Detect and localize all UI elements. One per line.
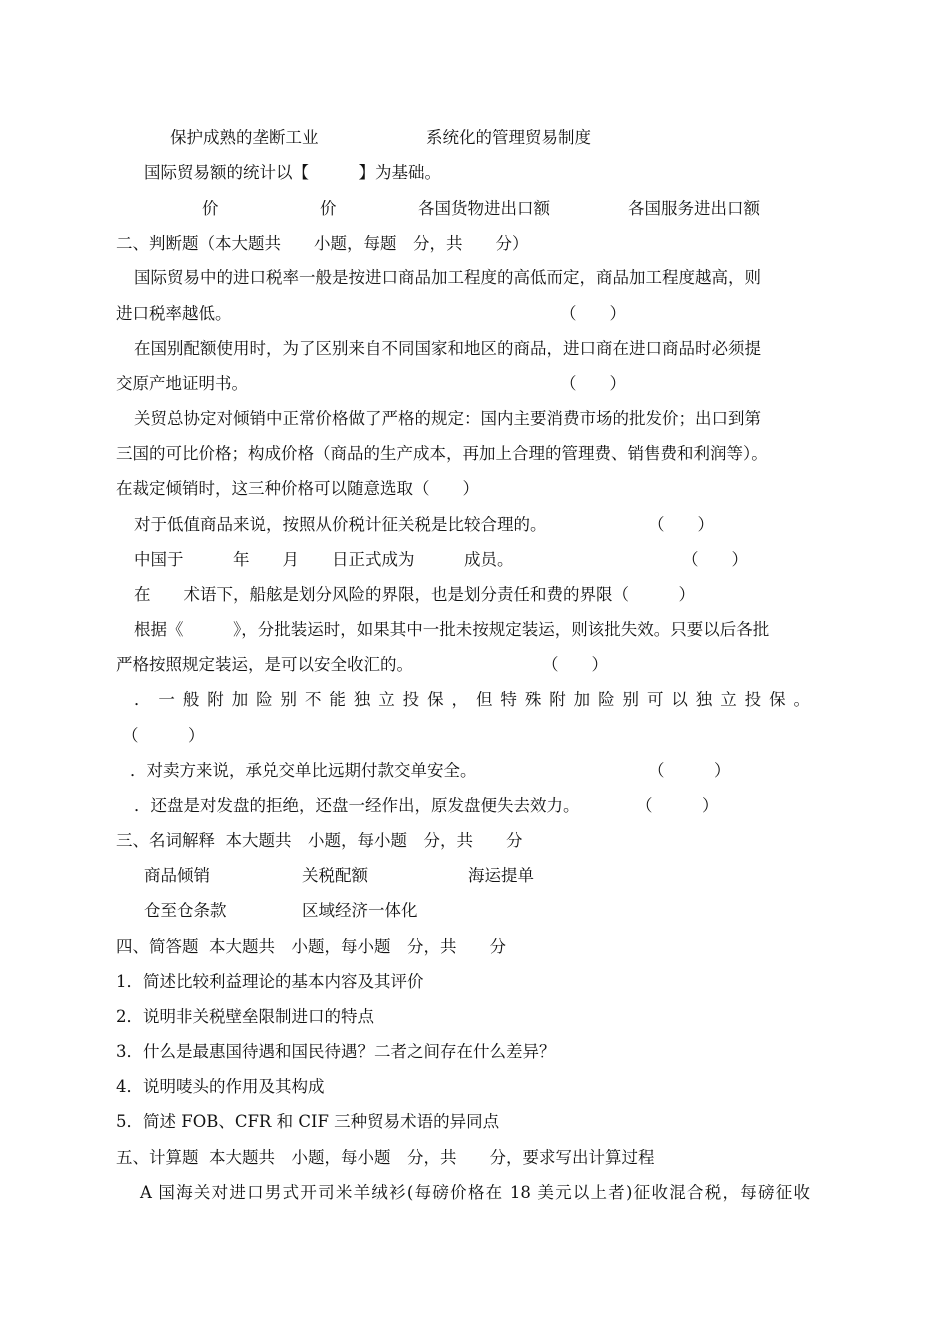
judgment-item-8-line-2: （ ） <box>122 726 205 745</box>
judgment-item-3-line-2: 三国的可比价格；构成价格（商品的生产成本，再加上合理的管理费、销售费和利润等）。 <box>116 444 768 463</box>
term-item: 仓至仓条款 <box>144 901 227 920</box>
judgment-item-7-line-2: 严格按照规定装运，是可以安全收汇的。 <box>116 655 413 674</box>
term-item: 区域经济一体化 <box>302 901 418 920</box>
section-heading-true-false: 二、判断题（本大题共 小题，每题 分，共 分） <box>116 234 529 253</box>
short-answer-question: 1．简述比较利益理论的基本内容及其评价 <box>116 972 424 991</box>
section-heading-short-answer: 四、简答题 本大题共 小题，每小题 分，共 分 <box>116 937 506 956</box>
short-answer-question: 2．说明非关税壁垒限制进口的特点 <box>116 1007 374 1026</box>
answer-parentheses: （ ） <box>542 655 608 674</box>
answer-parentheses: （ ） <box>560 374 626 393</box>
question-stem: 国际贸易额的统计以【 】为基础。 <box>144 163 441 182</box>
section-heading-calculation: 五、计算题 本大题共 小题，每小题 分，共 分，要求写出计算过程 <box>116 1148 655 1167</box>
answer-parentheses: （ ） <box>648 761 731 780</box>
term-item: 商品倾销 <box>144 866 210 885</box>
judgment-item-7-line-1: 根据《 》，分批装运时，如果其中一批未按规定装运，则该批失效。只要以后各批 <box>134 620 770 639</box>
short-answer-question: 4．说明唛头的作用及其构成 <box>116 1077 325 1096</box>
term-item: 海运提单 <box>468 866 534 885</box>
judgment-item-2-line-2: 交原产地证明书。 <box>116 374 248 393</box>
answer-parentheses: （ ） <box>636 796 719 815</box>
term-item: 关税配额 <box>302 866 368 885</box>
answer-parentheses: （ ） <box>648 515 714 534</box>
choice-option-d: 系统化的管理贸易制度 <box>426 128 591 147</box>
judgment-item-1-line-2: 进口税率越低。 <box>116 304 232 323</box>
choice-option-b: 价 <box>320 199 337 218</box>
judgment-item-8-line-1: ．一般附加险别不能独立投保，但特殊附加险别可以独立投保。 <box>134 690 810 709</box>
choice-option-c: 各国货物进出口额 <box>418 199 550 218</box>
section-heading-terms: 三、名词解释 本大题共 小题，每小题 分，共 分 <box>116 831 523 850</box>
answer-parentheses: （ ） <box>560 304 626 323</box>
calculation-problem-line-1: A 国海关对进口男式开司米羊绒衫(每磅价格在 18 美元以上者)征收混合税，每磅征收 <box>140 1183 810 1202</box>
judgment-item-2-line-1: 在国别配额使用时，为了区别来自不同国家和地区的商品，进口商在进口商品时必须提 <box>134 339 761 358</box>
short-answer-question: 3．什么是最惠国待遇和国民待遇？二者之间存在什么差异？ <box>116 1042 556 1061</box>
choice-option-d: 各国服务进出口额 <box>628 199 760 218</box>
judgment-item-6: 在 术语下，船舷是划分风险的界限，也是划分责任和费的界限（ ） <box>134 585 695 604</box>
choice-option-a: 价 <box>202 199 219 218</box>
answer-parentheses: （ ） <box>682 550 748 569</box>
choice-option-c: 保护成熟的垄断工业 <box>170 128 319 147</box>
judgment-item-1-line-1: 国际贸易中的进口税率一般是按进口商品加工程度的高低而定，商品加工程度越高，则 <box>134 268 761 287</box>
judgment-item-3-line-1: 关贸总协定对倾销中正常价格做了严格的规定：国内主要消费市场的批发价；出口到第 <box>134 409 761 428</box>
judgment-item-10: ．还盘是对发盘的拒绝，还盘一经作出，原发盘便失去效力。 <box>134 796 580 815</box>
judgment-item-3-line-3: 在裁定倾销时，这三种价格可以随意选取（ ） <box>116 479 479 498</box>
judgment-item-4: 对于低值商品来说，按照从价税计征关税是比较合理的。 <box>134 515 547 534</box>
judgment-item-9: ．对卖方来说，承兑交单比远期付款交单安全。 <box>130 761 477 780</box>
short-answer-question: 5．简述 FOB、CFR 和 CIF 三种贸易术语的异同点 <box>116 1112 500 1131</box>
judgment-item-5: 中国于 年 月 日正式成为 成员。 <box>134 550 514 569</box>
